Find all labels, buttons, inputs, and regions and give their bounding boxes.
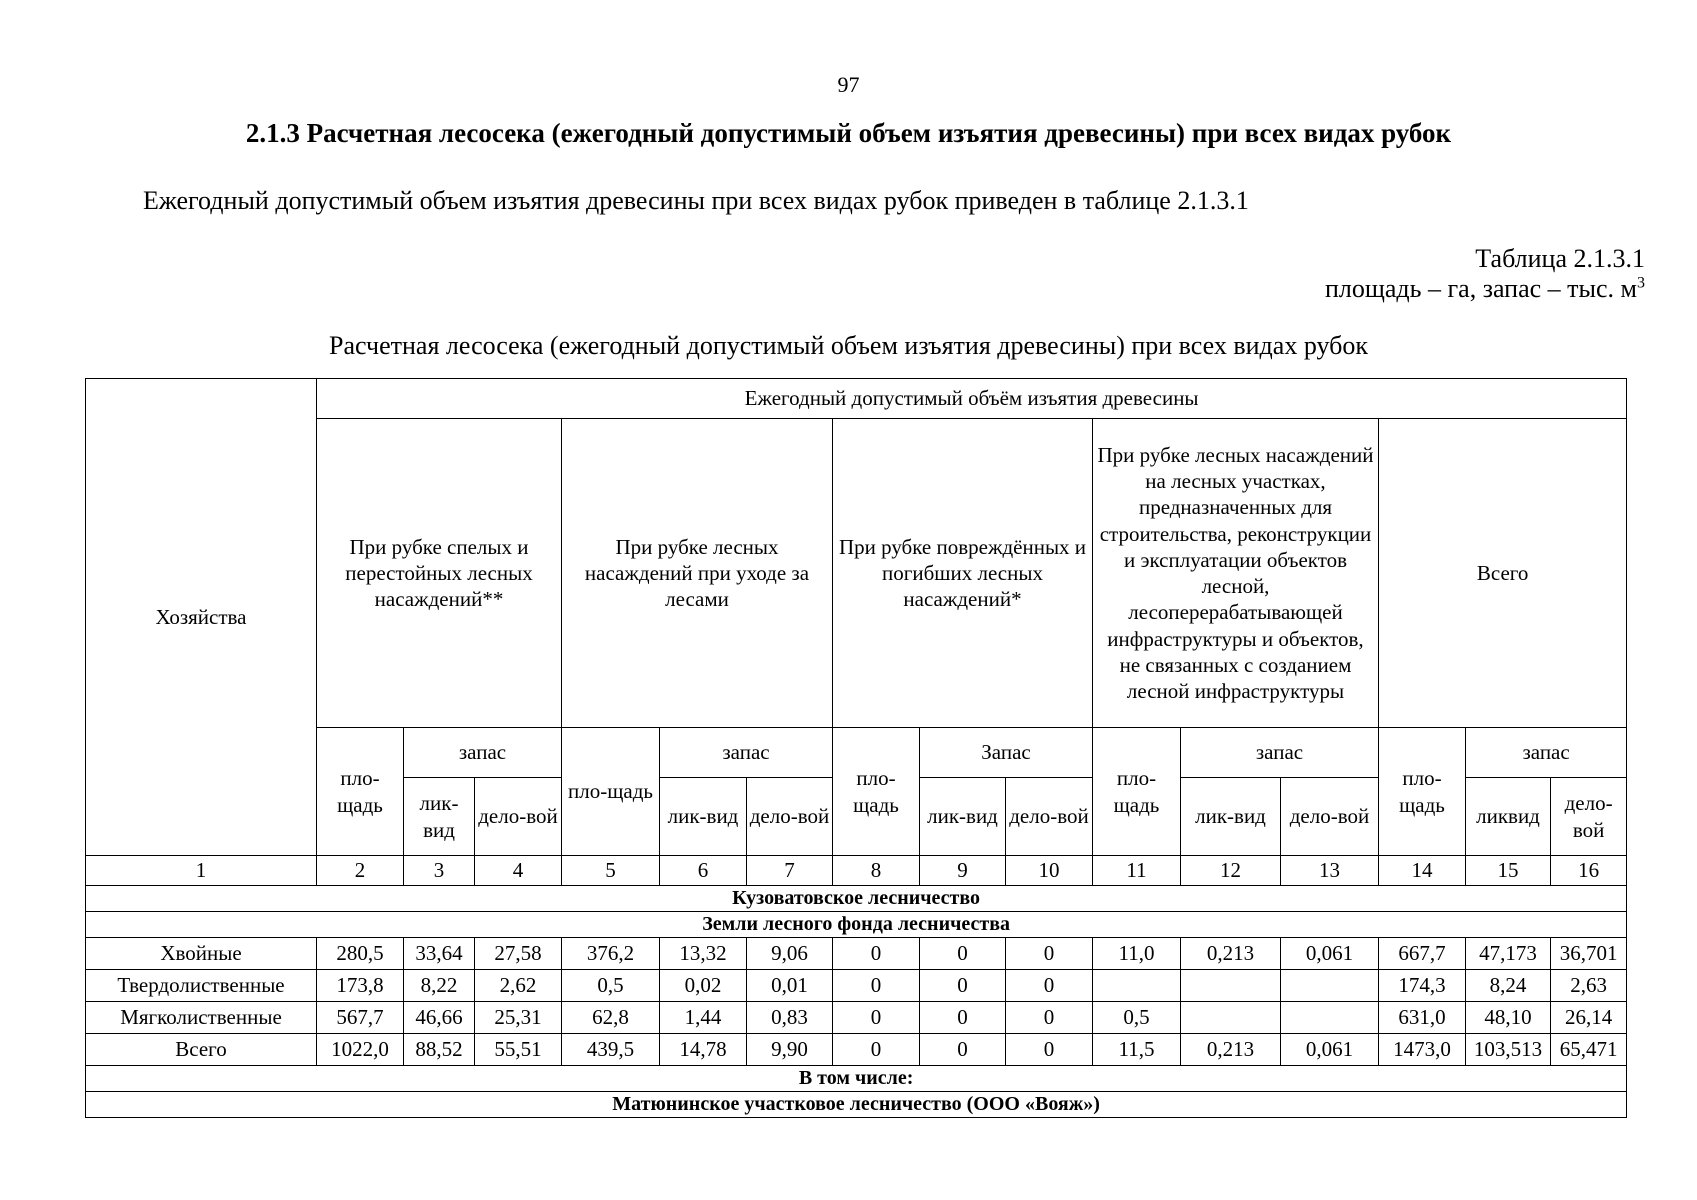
forestry-row <box>86 886 1627 912</box>
cell: 0 <box>1006 1034 1093 1066</box>
header-row-2 <box>86 419 1627 728</box>
land-category: Земли лесного фонда лесничества <box>86 912 1627 938</box>
cell <box>1281 970 1379 1002</box>
cell: 567,7 <box>317 1002 404 1034</box>
header-area: пло-щадь <box>833 728 920 856</box>
table-number: Таблица 2.1.3.1 <box>1475 244 1645 273</box>
header-business: дело-вой <box>1551 778 1627 856</box>
cell: 55,51 <box>475 1034 562 1066</box>
cell: 0 <box>1006 938 1093 970</box>
cell: 0 <box>920 970 1006 1002</box>
table-row <box>86 970 1627 1002</box>
cell: 11,5 <box>1093 1034 1181 1066</box>
header-stock: запас <box>1466 728 1627 778</box>
header-liquid: лик-вид <box>1181 778 1281 856</box>
header-farms: Хозяйства <box>86 379 317 856</box>
column-number: 14 <box>1379 856 1466 886</box>
header-group-care-cut: При рубке лесных насаждений при уходе за лесами <box>562 419 833 728</box>
column-number-row <box>86 856 1627 886</box>
column-number: 1 <box>86 856 317 886</box>
subforestry-row <box>86 1092 1627 1118</box>
cell: 667,7 <box>1379 938 1466 970</box>
cell: 1022,0 <box>317 1034 404 1066</box>
column-number: 8 <box>833 856 920 886</box>
header-area: пло-щадь <box>317 728 404 856</box>
cell: 11,0 <box>1093 938 1181 970</box>
row-label: Всего <box>86 1034 317 1066</box>
column-number: 13 <box>1281 856 1379 886</box>
table-caption: Расчетная лесосека (ежегодный допустимый объем изъятия древесины) при всех видах рубок <box>329 331 1368 360</box>
header-business: дело-вой <box>1006 778 1093 856</box>
header-liquid: ликвид <box>1466 778 1551 856</box>
header-group-damaged-cut: При рубке повреждённых и погибших лесных насаждений* <box>833 419 1093 728</box>
section-heading: 2.1.3 Расчетная лесосека (ежегодный допустимый объем изъятия древесины) при всех видах рубок <box>245 118 1452 148</box>
cell: 36,701 <box>1551 938 1627 970</box>
cell: 103,513 <box>1466 1034 1551 1066</box>
cell <box>1181 1002 1281 1034</box>
header-liquid: лик-вид <box>920 778 1006 856</box>
header-liquid: лик-вид <box>660 778 747 856</box>
cell: 27,58 <box>475 938 562 970</box>
table-row <box>86 938 1627 970</box>
cell: 2,63 <box>1551 970 1627 1002</box>
cell: 0 <box>833 938 920 970</box>
cell: 13,32 <box>660 938 747 970</box>
cell: 0 <box>1006 1002 1093 1034</box>
column-number: 5 <box>562 856 660 886</box>
cell: 48,10 <box>1466 1002 1551 1034</box>
column-number: 9 <box>920 856 1006 886</box>
header-row-3 <box>86 728 1627 778</box>
land-category-row <box>86 912 1627 938</box>
intro-paragraph: Ежегодный допустимый объем изъятия древесины при всех видах рубок приведен в таблице 2.1.3.1 <box>143 186 1249 215</box>
cell: 14,78 <box>660 1034 747 1066</box>
column-number: 7 <box>747 856 833 886</box>
header-area: пло-щадь <box>1379 728 1466 856</box>
cell: 0 <box>833 1034 920 1066</box>
cell: 376,2 <box>562 938 660 970</box>
cell: 2,62 <box>475 970 562 1002</box>
cell: 9,90 <box>747 1034 833 1066</box>
including-row <box>86 1066 1627 1092</box>
row-label: Мягколиственные <box>86 1002 317 1034</box>
cell: 0,5 <box>1093 1002 1181 1034</box>
column-number: 6 <box>660 856 747 886</box>
header-area: пло-щадь <box>562 728 660 856</box>
header-stock: Запас <box>920 728 1093 778</box>
column-number: 15 <box>1466 856 1551 886</box>
cell <box>1093 970 1181 1002</box>
row-label: Твердолиственные <box>86 970 317 1002</box>
header-stock: запас <box>404 728 562 778</box>
header-group-construction-cut: При рубке лесных насаждений на лесных участках, предназначенных для строительства, реконструкции и эксплуатации объектов лесной, лесоперерабатывающей инфраструктуры и объектов, не связанных с созданием лесной инфраструктуры <box>1093 419 1379 728</box>
cell: 0 <box>833 970 920 1002</box>
column-number: 11 <box>1093 856 1181 886</box>
column-number: 2 <box>317 856 404 886</box>
cell: 26,14 <box>1551 1002 1627 1034</box>
cell: 0,02 <box>660 970 747 1002</box>
cell: 174,3 <box>1379 970 1466 1002</box>
cell: 25,31 <box>475 1002 562 1034</box>
cell: 0 <box>1006 970 1093 1002</box>
cell: 1,44 <box>660 1002 747 1034</box>
header-group-mature-cut: При рубке спелых и перестойных лесных насаждений** <box>317 419 562 728</box>
cell: 46,66 <box>404 1002 475 1034</box>
cell: 0,01 <box>747 970 833 1002</box>
forestry-name: Кузоватовское лесничество <box>86 886 1627 912</box>
cell: 62,8 <box>562 1002 660 1034</box>
header-stock: запас <box>1181 728 1379 778</box>
cell: 8,24 <box>1466 970 1551 1002</box>
cell: 1473,0 <box>1379 1034 1466 1066</box>
header-group-total: Всего <box>1379 419 1627 728</box>
units-note <box>1325 274 1645 304</box>
cell: 47,173 <box>1466 938 1551 970</box>
row-label: Хвойные <box>86 938 317 970</box>
cell: 439,5 <box>562 1034 660 1066</box>
cell: 0 <box>833 1002 920 1034</box>
column-number: 16 <box>1551 856 1627 886</box>
cell <box>1181 970 1281 1002</box>
cell: 9,06 <box>747 938 833 970</box>
including-label: В том числе: <box>86 1066 1627 1092</box>
cell: 0 <box>920 1002 1006 1034</box>
units-note-text: площадь – га, запас – тыс. м <box>1324 274 1637 303</box>
header-business: дело-вой <box>475 778 562 856</box>
column-number: 10 <box>1006 856 1093 886</box>
cell: 88,52 <box>404 1034 475 1066</box>
cell: 0,061 <box>1281 938 1379 970</box>
cell <box>1281 1002 1379 1034</box>
table-row <box>86 1034 1627 1066</box>
cell: 33,64 <box>404 938 475 970</box>
cell: 631,0 <box>1379 1002 1466 1034</box>
units-note-superscript: 3 <box>1637 274 1645 292</box>
column-number: 3 <box>404 856 475 886</box>
header-business: дело-вой <box>1281 778 1379 856</box>
table-row <box>86 1002 1627 1034</box>
header-row-1 <box>86 379 1627 419</box>
cell: 0,213 <box>1181 1034 1281 1066</box>
column-number: 4 <box>475 856 562 886</box>
header-annual-volume: Ежегодный допустимый объём изъятия древесины <box>317 379 1627 419</box>
subforestry-name: Матюнинское участковое лесничество (ООО «Вояж») <box>86 1092 1627 1118</box>
allowable-cut-table <box>85 378 1627 1118</box>
cell: 0 <box>920 938 1006 970</box>
cell: 0,5 <box>562 970 660 1002</box>
cell: 0 <box>920 1034 1006 1066</box>
header-stock: запас <box>660 728 833 778</box>
cell: 0,061 <box>1281 1034 1379 1066</box>
cell: 8,22 <box>404 970 475 1002</box>
cell: 173,8 <box>317 970 404 1002</box>
header-liquid: лик-вид <box>404 778 475 856</box>
header-business: дело-вой <box>747 778 833 856</box>
cell: 65,471 <box>1551 1034 1627 1066</box>
column-number: 12 <box>1181 856 1281 886</box>
cell: 0,83 <box>747 1002 833 1034</box>
header-area: пло-щадь <box>1093 728 1181 856</box>
cell: 0,213 <box>1181 938 1281 970</box>
page-number: 97 <box>837 72 860 97</box>
cell: 280,5 <box>317 938 404 970</box>
